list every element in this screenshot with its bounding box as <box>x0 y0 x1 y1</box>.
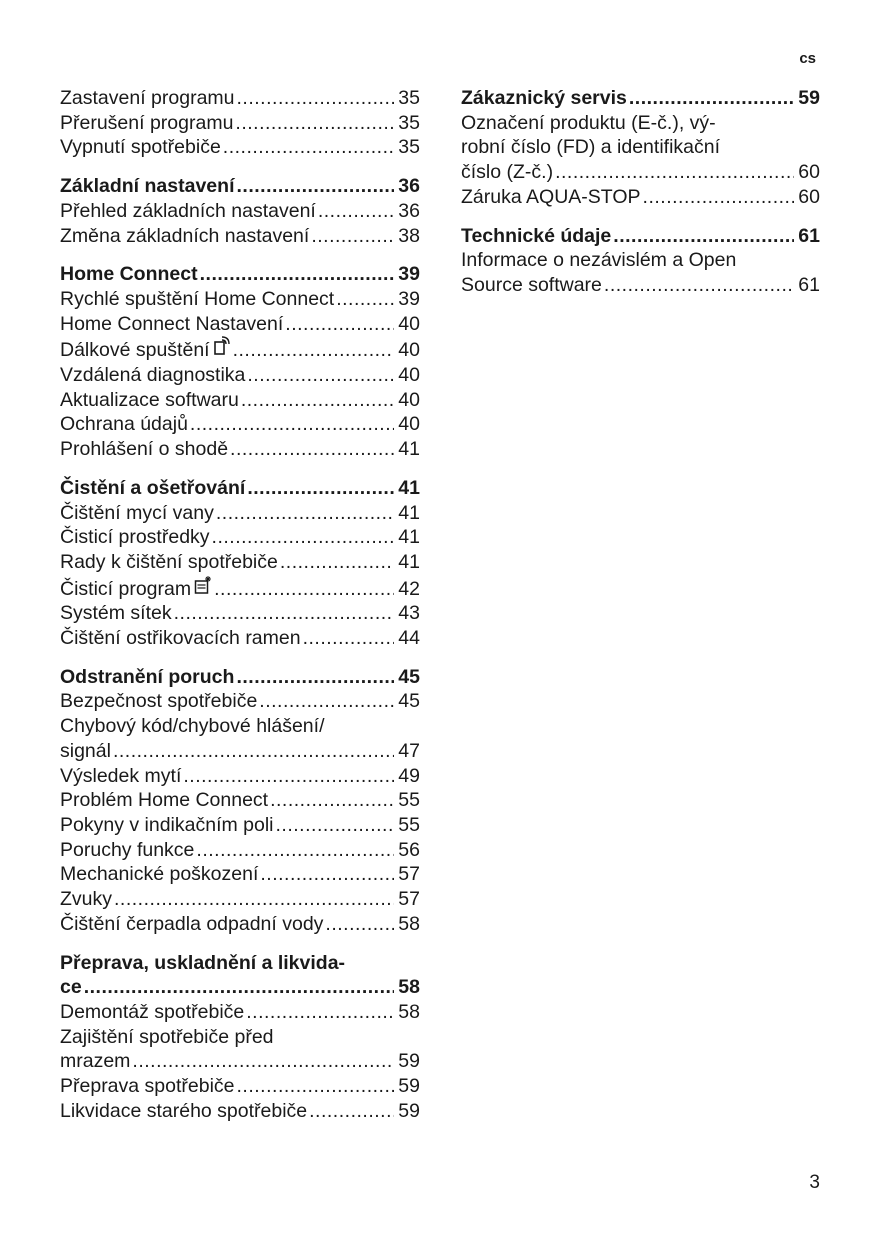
toc-entry[interactable] <box>461 160 820 185</box>
toc-entry[interactable] <box>60 525 420 550</box>
toc-entry-line: Označení produktu (E-č.), vý- <box>461 111 716 134</box>
toc-entry[interactable] <box>60 388 420 413</box>
toc-heading[interactable] <box>60 665 420 690</box>
toc-entry[interactable] <box>60 1049 420 1074</box>
toc-page-number: 39 <box>398 287 420 310</box>
dot-leader <box>318 199 394 224</box>
dot-leader <box>270 788 394 813</box>
dot-leader <box>285 312 394 337</box>
toc-page-number: 40 <box>398 388 420 411</box>
toc-page-number: 47 <box>398 739 420 762</box>
dot-leader <box>212 525 395 550</box>
toc-entry[interactable] <box>60 862 420 887</box>
toc-page-number: 55 <box>398 789 420 812</box>
dot-leader <box>236 665 394 690</box>
toc-page-number: 35 <box>398 111 420 134</box>
dot-leader <box>214 577 394 602</box>
toc-page-number: 55 <box>398 813 420 836</box>
toc-page-number: 41 <box>398 550 420 573</box>
toc-entry-title: Systém sítek <box>60 602 172 625</box>
cleaning-program-icon <box>194 575 212 595</box>
toc-entry[interactable] <box>60 813 420 838</box>
toc-entry[interactable] <box>60 199 420 224</box>
toc-heading[interactable] <box>60 476 420 501</box>
toc-entry-title: Čištění mycí vany <box>60 501 214 524</box>
toc-page-number: 41 <box>398 526 420 549</box>
toc-entry[interactable] <box>60 788 420 813</box>
dot-leader <box>190 412 394 437</box>
toc-heading-line: Přeprava, uskladnění a likvida- <box>60 951 346 974</box>
toc-entry[interactable] <box>60 336 420 363</box>
toc-page-number: 60 <box>798 185 820 208</box>
toc-entry-title: Čisticí prostředky <box>60 526 210 549</box>
toc-entry-title: Home Connect Nastavení <box>60 312 284 335</box>
toc-entry-title: Home Connect <box>60 263 198 286</box>
toc-page-number: 41 <box>398 476 420 499</box>
toc-entry[interactable] <box>461 273 820 298</box>
toc-page-number: 45 <box>398 690 420 713</box>
toc-entry-title: Přeprava spotřebiče <box>60 1075 235 1098</box>
toc-page-number: 40 <box>398 339 420 362</box>
dot-leader <box>643 185 795 210</box>
dot-leader <box>555 160 794 185</box>
toc-page-number: 39 <box>398 263 420 286</box>
toc-heading[interactable] <box>60 174 420 199</box>
toc-heading[interactable] <box>60 975 420 1000</box>
toc-entry-line: robní číslo (FD) a identifikační <box>461 136 721 159</box>
toc-entry-title: Přehled základních nastavení <box>60 199 316 222</box>
toc-entry-line: Chybový kód/chybové hlášení/ <box>60 715 325 738</box>
toc-entry[interactable] <box>60 1074 420 1099</box>
toc-page-number: 59 <box>398 1099 420 1122</box>
toc-page-number: 60 <box>798 161 820 184</box>
toc-entry[interactable] <box>60 363 420 388</box>
toc-section <box>60 86 420 160</box>
dot-leader <box>200 262 395 287</box>
toc-entry-title: Vzdálená diagnostika <box>60 364 246 387</box>
toc-heading[interactable] <box>461 224 820 249</box>
dot-leader <box>114 887 394 912</box>
toc-entry[interactable] <box>461 185 820 210</box>
toc-page-number: 44 <box>398 627 420 650</box>
dot-leader <box>246 1000 394 1025</box>
dot-leader <box>260 862 394 887</box>
toc-entry-title: Vypnutí spotřebiče <box>60 136 221 159</box>
toc-entry-title: Čistění a ošetřování <box>60 476 246 499</box>
toc-entry[interactable] <box>60 601 420 626</box>
toc-entry-title: mrazem <box>60 1050 131 1073</box>
toc-entry[interactable] <box>60 1000 420 1025</box>
toc-page-number: 40 <box>398 364 420 387</box>
toc-entry-title: Pokyny v indikačním poli <box>60 813 274 836</box>
toc-entry-title: Demontáž spotřebiče <box>60 1000 245 1023</box>
dot-leader <box>84 975 395 1000</box>
toc-page-number: 36 <box>398 175 420 198</box>
toc-entry-title: Aktualizace softwaru <box>60 388 239 411</box>
toc-entry-title: Zvuky <box>60 888 113 911</box>
toc-page-number: 42 <box>398 577 420 600</box>
dot-leader <box>613 224 794 249</box>
toc-entry-title: Mechanické poškození <box>60 863 259 886</box>
toc-entry[interactable] <box>60 412 420 437</box>
dot-leader <box>336 287 394 312</box>
toc-page-number: 36 <box>398 199 420 222</box>
toc-page-number: 57 <box>398 888 420 911</box>
dot-leader <box>604 273 794 298</box>
toc-section <box>60 476 420 651</box>
toc-column-right <box>461 86 820 312</box>
toc-entry-title: Zákaznický servis <box>461 87 627 109</box>
toc-page-number: 45 <box>398 665 420 688</box>
toc-entry[interactable] <box>60 437 420 462</box>
toc-page-number: 61 <box>798 273 820 296</box>
dot-leader <box>233 338 395 363</box>
toc-page-number: 61 <box>798 224 820 247</box>
dot-leader <box>174 601 395 626</box>
toc-section <box>60 262 420 462</box>
toc-entry-line: Zajištění spotřebiče před <box>60 1025 274 1048</box>
dot-leader <box>629 86 794 111</box>
toc-page-number: 35 <box>398 87 420 109</box>
toc-page-number: 59 <box>398 1075 420 1098</box>
dot-leader <box>325 912 394 937</box>
dot-leader <box>113 739 394 764</box>
remote-start-icon <box>213 336 231 356</box>
toc-entry[interactable] <box>60 312 420 337</box>
toc-entry-title: Problém Home Connect <box>60 789 269 812</box>
toc-page-number: 59 <box>398 1050 420 1073</box>
dot-leader <box>237 86 395 111</box>
toc-entry[interactable] <box>60 135 420 160</box>
toc-entry[interactable] <box>60 575 420 602</box>
dot-leader <box>230 437 394 462</box>
toc-page-number: 40 <box>398 312 420 335</box>
toc-entry[interactable] <box>60 739 420 764</box>
toc-page-number: 56 <box>398 838 420 861</box>
toc-section <box>60 665 420 937</box>
toc-entry[interactable] <box>60 1099 420 1124</box>
toc-entry-line: Informace o nezávislém a Open <box>461 249 737 272</box>
toc-entry-title: signál <box>60 739 111 762</box>
toc-entry-title: Čisticí program <box>60 577 192 600</box>
toc-entry-title: Source software <box>461 273 602 296</box>
toc-entry-title: Likvidace starého spotřebiče <box>60 1099 308 1122</box>
toc-entry[interactable] <box>60 689 420 714</box>
toc-entry-title: Technické údaje <box>461 224 612 247</box>
dot-leader <box>311 224 394 249</box>
toc-entry-title: Přerušení programu <box>60 111 234 134</box>
dot-leader <box>280 550 394 575</box>
dot-leader <box>132 1049 394 1074</box>
dot-leader <box>303 626 395 651</box>
toc-entry-title: Bezpečnost spotřebiče <box>60 690 258 713</box>
language-code: cs <box>799 50 816 67</box>
toc-page-number: 58 <box>398 1000 420 1023</box>
toc-entry-title: Ochrana údajů <box>60 413 188 436</box>
toc-entry-title: Prohlášení o shodě <box>60 438 229 461</box>
dot-leader <box>276 813 395 838</box>
dot-leader <box>223 135 395 160</box>
toc-entry[interactable] <box>60 912 420 937</box>
toc-entry-title: ce <box>60 976 82 999</box>
toc-entry[interactable] <box>60 86 420 111</box>
dot-leader <box>196 838 394 863</box>
toc-page-number: 35 <box>398 136 420 159</box>
toc-page-number: 58 <box>398 912 420 935</box>
toc-entry-title: Základní nastavení <box>60 175 235 198</box>
toc-page-number: 41 <box>398 501 420 524</box>
toc-entry-title: Dálkové spuštění <box>60 339 210 362</box>
dot-leader <box>183 764 394 789</box>
page-number: 3 <box>809 1172 820 1193</box>
toc-page-number: 57 <box>398 863 420 886</box>
dot-leader <box>247 476 394 501</box>
toc-page-number: 38 <box>398 224 420 247</box>
toc-entry-title: Výsledek mytí <box>60 764 182 787</box>
dot-leader <box>259 689 394 714</box>
toc-entry-title: Změna základních nastavení <box>60 224 310 247</box>
toc-entry-title: číslo (Z-č.) <box>461 161 554 184</box>
dot-leader <box>237 1074 395 1099</box>
dot-leader <box>236 174 394 199</box>
toc-entry[interactable] <box>60 550 420 575</box>
toc-entry[interactable] <box>60 501 420 526</box>
toc-entry[interactable] <box>60 887 420 912</box>
toc-page-number: 43 <box>398 602 420 625</box>
toc-entry[interactable] <box>60 626 420 651</box>
toc-entry[interactable] <box>60 224 420 249</box>
toc-entry-title: Rychlé spuštění Home Connect <box>60 287 335 310</box>
toc-page-number: 58 <box>398 976 420 999</box>
toc-entry-title: Poruchy funkce <box>60 838 195 861</box>
toc-page-number: 49 <box>398 764 420 787</box>
toc-section <box>461 86 820 210</box>
toc-entry-title: Záruka AQUA-STOP <box>461 185 641 208</box>
toc-entry[interactable] <box>60 287 420 312</box>
dot-leader <box>309 1099 394 1124</box>
dot-leader <box>247 363 394 388</box>
toc-heading[interactable] <box>461 86 820 111</box>
toc-page-number: 40 <box>398 413 420 436</box>
toc-heading[interactable] <box>60 262 420 287</box>
toc-section <box>60 174 420 248</box>
toc-section <box>60 951 420 1124</box>
toc-section <box>461 224 820 298</box>
toc-page-number: 59 <box>798 87 820 109</box>
toc-entry-title: Odstranění poruch <box>60 665 235 688</box>
toc-entry[interactable] <box>60 764 420 789</box>
toc-page-number: 41 <box>398 438 420 461</box>
dot-leader <box>235 111 394 136</box>
toc-entry[interactable] <box>60 111 420 136</box>
toc-entry[interactable] <box>60 838 420 863</box>
dot-leader <box>216 501 394 526</box>
toc-column-left <box>60 86 420 1137</box>
toc-entry-title: Čištění čerpadla odpadní vody <box>60 912 324 935</box>
dot-leader <box>241 388 394 413</box>
toc-entry-title: Zastavení programu <box>60 87 235 109</box>
toc-entry-title: Čištění ostřikovacích ramen <box>60 627 301 650</box>
toc-entry-title: Rady k čištění spotřebiče <box>60 550 278 573</box>
